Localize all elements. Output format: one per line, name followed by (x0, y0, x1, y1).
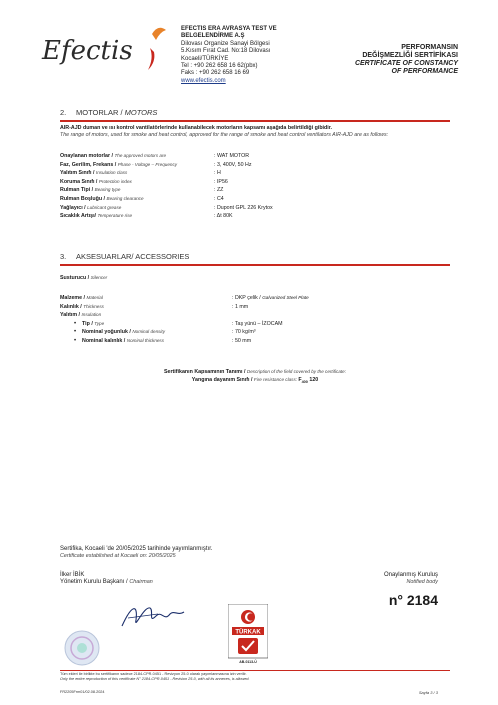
issue-en: Certificate established at Kocaeli on: 20/05/2025 (60, 553, 176, 560)
notified-label-tr: Onaylanmış Kuruluş (383, 572, 438, 578)
issue-statement (60, 546, 213, 561)
signer-block (60, 572, 153, 587)
signer-title: Yönetim Kurulu Başkanı / Chairman (60, 579, 153, 586)
signer-name: İlker İBİK (60, 572, 85, 578)
logo-wordmark: Efectis (42, 36, 133, 66)
flame-tail-icon (148, 48, 154, 70)
property-row: Onaylanan motorlar / The approved motors are : WAT MOTOR (60, 153, 250, 159)
motor-properties (60, 152, 450, 221)
accessory-silencer-title: Susturucu / Silencer (60, 275, 108, 281)
efectis-logo (40, 26, 178, 76)
property-row: Kalınlık / Thickness : 1 mm (60, 303, 249, 310)
cert-title-tr-2: DEĞİŞMEZLİĞİ SERTİFİKASI (362, 52, 458, 59)
intro-tr: AIR-AJD duman ve ısı kontrol vantilatörlerinde kullanabilecek motorların kapsamı aşağıda belirtildiği gibidir. (60, 125, 332, 131)
section-2-rule (60, 120, 450, 122)
address-line-2: 5.Kısım Fırat Cad. No:18 Dilovası (181, 48, 271, 55)
phone-line: Tel : +90 262 658 16 62(pbx) (181, 63, 258, 70)
section-3-rule (60, 264, 450, 266)
intro-en: The range of motors, used for smoke and heat control, approved for the range of smoke and heat control ventilators AIR-AJD are as follows: (60, 132, 389, 138)
cert-title-en-2: OF PERFORMANCE (391, 68, 458, 75)
company-name-2: BELGELENDİRME A.Ş (181, 33, 245, 40)
footer-notice (60, 672, 450, 682)
notified-body-number: n° 2184 (388, 592, 438, 608)
section-2-heading: 2. MOTORLAR / MOTORS (60, 108, 158, 117)
property-sub-row: • Tip / Type : Taş yünü – İZOCAM (74, 320, 283, 327)
turkak-accreditation-icon (228, 604, 268, 668)
scope-description: Sertifikanın Kapsamının Tanımı / Description of the field covered by the certificate: (164, 369, 346, 375)
website-link[interactable]: www.efectis.com (181, 77, 226, 84)
notified-body (384, 572, 438, 587)
address-line-1: Dilovası Organize Sanayi Bölgesi (181, 40, 270, 47)
certificate-scope (60, 368, 450, 386)
property-sub-row: • Nominal kalınlık / Nominal thickness : 50 mm (74, 337, 252, 344)
section-2-intro (60, 125, 450, 139)
flame-icon (152, 28, 166, 40)
notified-label-en: Notified body (406, 579, 438, 586)
signature-image (118, 600, 188, 632)
footer-tr: Tüm ekleri ile birlikte bu sertifikanın sadece 2184-CPR-0451 - Revizyon 25-0 olarak yayımlanmasına izin verilir. (60, 672, 247, 676)
property-row: Yağlayıcı / Lubricant grease : Dupont GPL 226 Krytox (60, 204, 273, 211)
page-number: Sayfa 3 / 3 (418, 690, 438, 695)
silencer-properties (60, 294, 450, 346)
section-3-heading: 3. AKSESUARLAR/ ACCESSORIES (60, 252, 190, 261)
accreditation-code: AB-0113-Ü (239, 660, 257, 664)
property-row: Sıcaklık Artışı/ Temperature rise : Δt 80K (60, 213, 233, 220)
property-row: Koruma Sınıfı / Protection index : IP56 (60, 178, 228, 185)
company-address (181, 26, 277, 85)
hologram-seal-icon (62, 628, 102, 668)
company-name-1: EFECTIS ERA AVRASYA TEST VE (181, 26, 277, 32)
property-row: Yalıtım / Insulation (60, 312, 102, 319)
certificate-title (288, 44, 458, 76)
issue-tr: Sertifika, Kocaeli 'de 20/05/2025 tarihinde yayımlanmıştır. (60, 546, 213, 552)
property-row: Faz, Gerilim, Frekans / Phase - Voltage – Frequency : 3, 400V, 50 Hz (60, 161, 252, 168)
footer-rule (60, 670, 450, 671)
footer-en: Only the entire reproduction of this certificate N° 2184-CPR-0451 - Revision 25-0, with all its annexes, is allowed. (60, 676, 250, 681)
form-code: FR2205Frm01/02.08.2024 (60, 690, 105, 694)
address-line-3: Kocaeli/TÜRKİYE (181, 55, 229, 62)
fire-resistance-class: Yangına dayanım Sınıfı / Fire resistance class: $F_{400}$ 120 (191, 377, 319, 385)
property-row: Rulman Boşluğu / Bearing clearance : C4 (60, 195, 224, 202)
svg-text:TÜRKAK: TÜRKAK (235, 629, 261, 636)
cert-title-en-1: CERTIFICATE OF CONSTANCY (354, 60, 458, 67)
cert-title-tr-1: PERFORMANSIN (401, 44, 458, 51)
property-sub-row: • Nominal yoğunluk / Nominal density : 70 kg/m³ (74, 329, 256, 336)
fax-line: Faks : +90 262 658 16 69 (181, 70, 250, 77)
property-row: Yalıtım Sınıfı / Insulation class : H (60, 170, 221, 177)
property-row: Malzeme / Material : DKP çelik / Galvanized Steel Plate (60, 295, 309, 301)
property-row: Rulman Tipi / Bearing type : ZZ (60, 187, 224, 194)
